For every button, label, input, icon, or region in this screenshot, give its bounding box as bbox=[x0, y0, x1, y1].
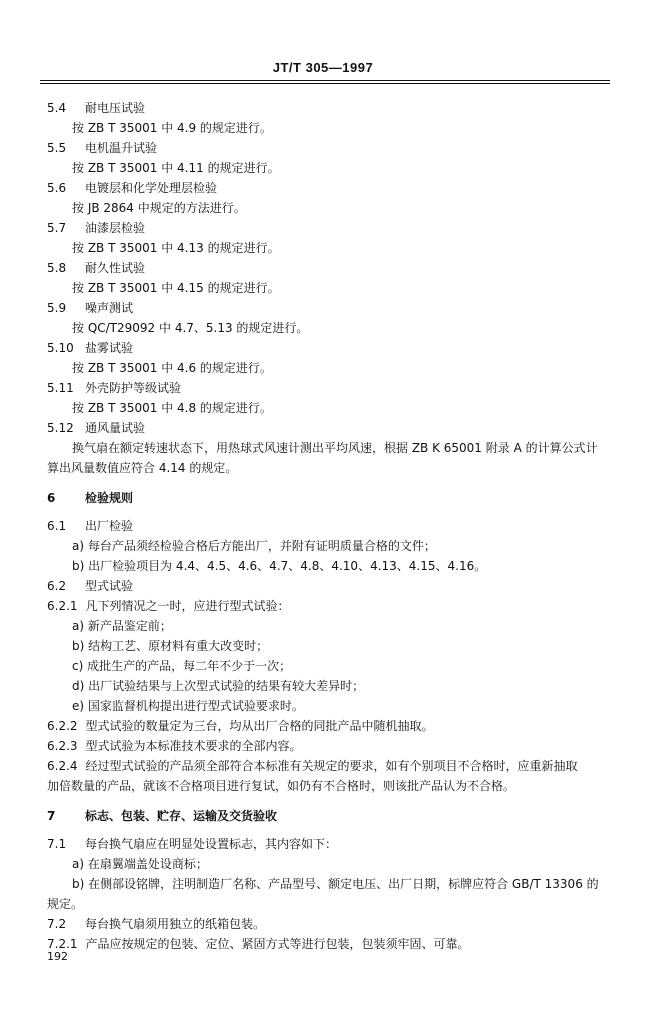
section-number: 7.2.1 bbox=[47, 937, 78, 951]
section-number: 7.1 bbox=[47, 837, 67, 851]
paragraph-text: a) 新产品鉴定前； bbox=[72, 619, 172, 633]
section-title: 每台换气扇应在明显处设置标志，其内容如下： bbox=[85, 837, 338, 851]
paragraph-text: 按 ZB T 35001 中 4.11 的规定进行。 bbox=[72, 161, 280, 175]
paragraph-text: 换气扇在额定转速状态下，用热球式风速计测出平均风速，根据 ZB K 65001 附录 A 的计算公式计 bbox=[72, 441, 598, 455]
paragraph-text: a) 每台产品须经检验合格后方能出厂，并附有证明质量合格的文件； bbox=[72, 539, 436, 553]
header-rule-top bbox=[40, 80, 610, 81]
paragraph-line bbox=[47, 778, 646, 794]
section-heading bbox=[47, 936, 646, 952]
section-heading bbox=[47, 598, 646, 614]
section-heading bbox=[47, 836, 646, 852]
section-title: 型式试验 bbox=[85, 579, 134, 593]
section-heading bbox=[47, 380, 646, 396]
section-heading bbox=[47, 100, 646, 116]
paragraph-text: 按 ZB T 35001 中 4.6 的规定进行。 bbox=[72, 361, 272, 375]
paragraph-line bbox=[72, 538, 646, 554]
section-heading bbox=[47, 808, 646, 824]
paragraph-line bbox=[72, 876, 646, 892]
section-number: 6.2 bbox=[47, 579, 67, 593]
section-heading bbox=[47, 300, 646, 316]
paragraph-line bbox=[72, 638, 646, 654]
paragraph-line bbox=[72, 698, 646, 714]
section-number: 6.1 bbox=[47, 519, 67, 533]
section-number: 6.2.4 bbox=[47, 759, 78, 773]
section-number: 5.6 bbox=[47, 181, 67, 195]
section-title: 通风量试验 bbox=[85, 421, 146, 435]
section-number: 7 bbox=[47, 809, 56, 823]
paragraph-line bbox=[72, 400, 646, 416]
paragraph-text: 按 ZB T 35001 中 4.9 的规定进行。 bbox=[72, 121, 272, 135]
section-title: 耐久性试验 bbox=[85, 261, 146, 275]
section-title: 型式试验的数量定为三台，均从出厂合格的同批产品中随机抽取。 bbox=[85, 719, 434, 733]
section-title: 噪声测试 bbox=[85, 301, 134, 315]
section-heading bbox=[47, 738, 646, 754]
section-number: 5.8 bbox=[47, 261, 67, 275]
section-number: 5.12 bbox=[47, 421, 74, 435]
paragraph-line bbox=[72, 200, 646, 216]
section-heading bbox=[47, 420, 646, 436]
section-number: 6.2.2 bbox=[47, 719, 78, 733]
section-title: 外壳防护等级试验 bbox=[85, 381, 182, 395]
section-number: 6.2.1 bbox=[47, 599, 78, 613]
paragraph-line bbox=[72, 658, 646, 674]
section-number: 5.11 bbox=[47, 381, 74, 395]
section-heading bbox=[47, 140, 646, 156]
section-heading bbox=[47, 718, 646, 734]
paragraph-line bbox=[72, 678, 646, 694]
section-number: 5.5 bbox=[47, 141, 67, 155]
paragraph-text: 算出风量数值应符合 4.14 的规定。 bbox=[47, 461, 238, 475]
section-title: 型式试验为本标准技术要求的全部内容。 bbox=[85, 739, 302, 753]
paragraph-line bbox=[72, 856, 646, 872]
paragraph-text: a) 在扇翼端盖处设商标； bbox=[72, 857, 208, 871]
section-title: 标志、包装、贮存、运输及交货验收 bbox=[85, 809, 278, 823]
section-number: 5.9 bbox=[47, 301, 67, 315]
section-title: 出厂检验 bbox=[85, 519, 134, 533]
section-heading bbox=[47, 518, 646, 534]
header-rule-bottom bbox=[40, 83, 610, 84]
paragraph-text: 规定。 bbox=[47, 897, 84, 911]
paragraph-text: b) 在侧部设铭牌，注明制造厂名称、产品型号、额定电压、出厂日期，标牌应符合 GB/T 13306 的 bbox=[72, 877, 599, 891]
section-title: 凡下列情况之一时，应进行型式试验： bbox=[85, 599, 290, 613]
section-heading bbox=[47, 916, 646, 932]
paragraph-line bbox=[72, 320, 646, 336]
paragraph-line bbox=[72, 558, 646, 574]
paragraph-line bbox=[47, 896, 646, 912]
paragraph-text: e) 国家监督机构提出进行型式试验要求时。 bbox=[72, 699, 304, 713]
section-title: 产品应按规定的包装、定位、紧固方式等进行包装，包装须牢固、可靠。 bbox=[85, 937, 470, 951]
section-heading bbox=[47, 260, 646, 276]
section-heading bbox=[47, 578, 646, 594]
section-heading bbox=[47, 758, 646, 774]
paragraph-line bbox=[47, 460, 646, 476]
paragraph-text: 按 QC/T29092 中 4.7、5.13 的规定进行。 bbox=[72, 321, 309, 335]
section-number: 7.2 bbox=[47, 917, 67, 931]
section-title: 每台换气扇须用独立的纸箱包装。 bbox=[85, 917, 266, 931]
page-header-standard-number: JT/T 305—1997 bbox=[272, 60, 374, 75]
paragraph-line bbox=[72, 160, 646, 176]
section-title: 耐电压试验 bbox=[85, 101, 146, 115]
section-number: 5.10 bbox=[47, 341, 74, 355]
paragraph-text: 按 ZB T 35001 中 4.13 的规定进行。 bbox=[72, 241, 280, 255]
section-number: 6.2.3 bbox=[47, 739, 78, 753]
section-number: 5.7 bbox=[47, 221, 67, 235]
paragraph-text: c) 成批生产的产品，每二年不少于一次； bbox=[72, 659, 292, 673]
paragraph-text: 按 JB 2864 中规定的方法进行。 bbox=[72, 201, 246, 215]
section-title: 电镀层和化学处理层检验 bbox=[85, 181, 218, 195]
paragraph-text: b) 出厂检验项目为 4.4、4.5、4.6、4.7、4.8、4.10、4.13、4.15、4.16。 bbox=[72, 559, 487, 573]
section-title: 盐雾试验 bbox=[85, 341, 134, 355]
section-number: 5.4 bbox=[47, 101, 67, 115]
paragraph-line bbox=[72, 120, 646, 136]
section-heading bbox=[47, 180, 646, 196]
section-number: 6 bbox=[47, 491, 56, 505]
paragraph-line bbox=[72, 360, 646, 376]
paragraph-text: 加倍数量的产品，就该不合格项目进行复试，如仍有不合格时，则该批产品认为不合格。 bbox=[47, 779, 516, 793]
paragraph-line bbox=[72, 240, 646, 256]
section-heading bbox=[47, 490, 646, 506]
section-heading bbox=[47, 220, 646, 236]
section-title: 油漆层检验 bbox=[85, 221, 146, 235]
paragraph-text: 按 ZB T 35001 中 4.15 的规定进行。 bbox=[72, 281, 280, 295]
section-heading bbox=[47, 340, 646, 356]
paragraph-text: b) 结构工艺、原材料有重大改变时； bbox=[72, 639, 269, 653]
paragraph-line bbox=[72, 618, 646, 634]
paragraph-text: 按 ZB T 35001 中 4.8 的规定进行。 bbox=[72, 401, 272, 415]
paragraph-text: d) 出厂试验结果与上次型式试验的结果有较大差异时； bbox=[72, 679, 365, 693]
paragraph-line bbox=[72, 280, 646, 296]
paragraph-line bbox=[72, 440, 646, 456]
page-number: 192 bbox=[47, 950, 68, 963]
section-title: 电机温升试验 bbox=[85, 141, 158, 155]
section-title: 经过型式试验的产品须全部符合本标准有关规定的要求，如有个别项目不合格时，应重新抽取 bbox=[85, 759, 578, 773]
section-title: 检验规则 bbox=[85, 491, 134, 505]
